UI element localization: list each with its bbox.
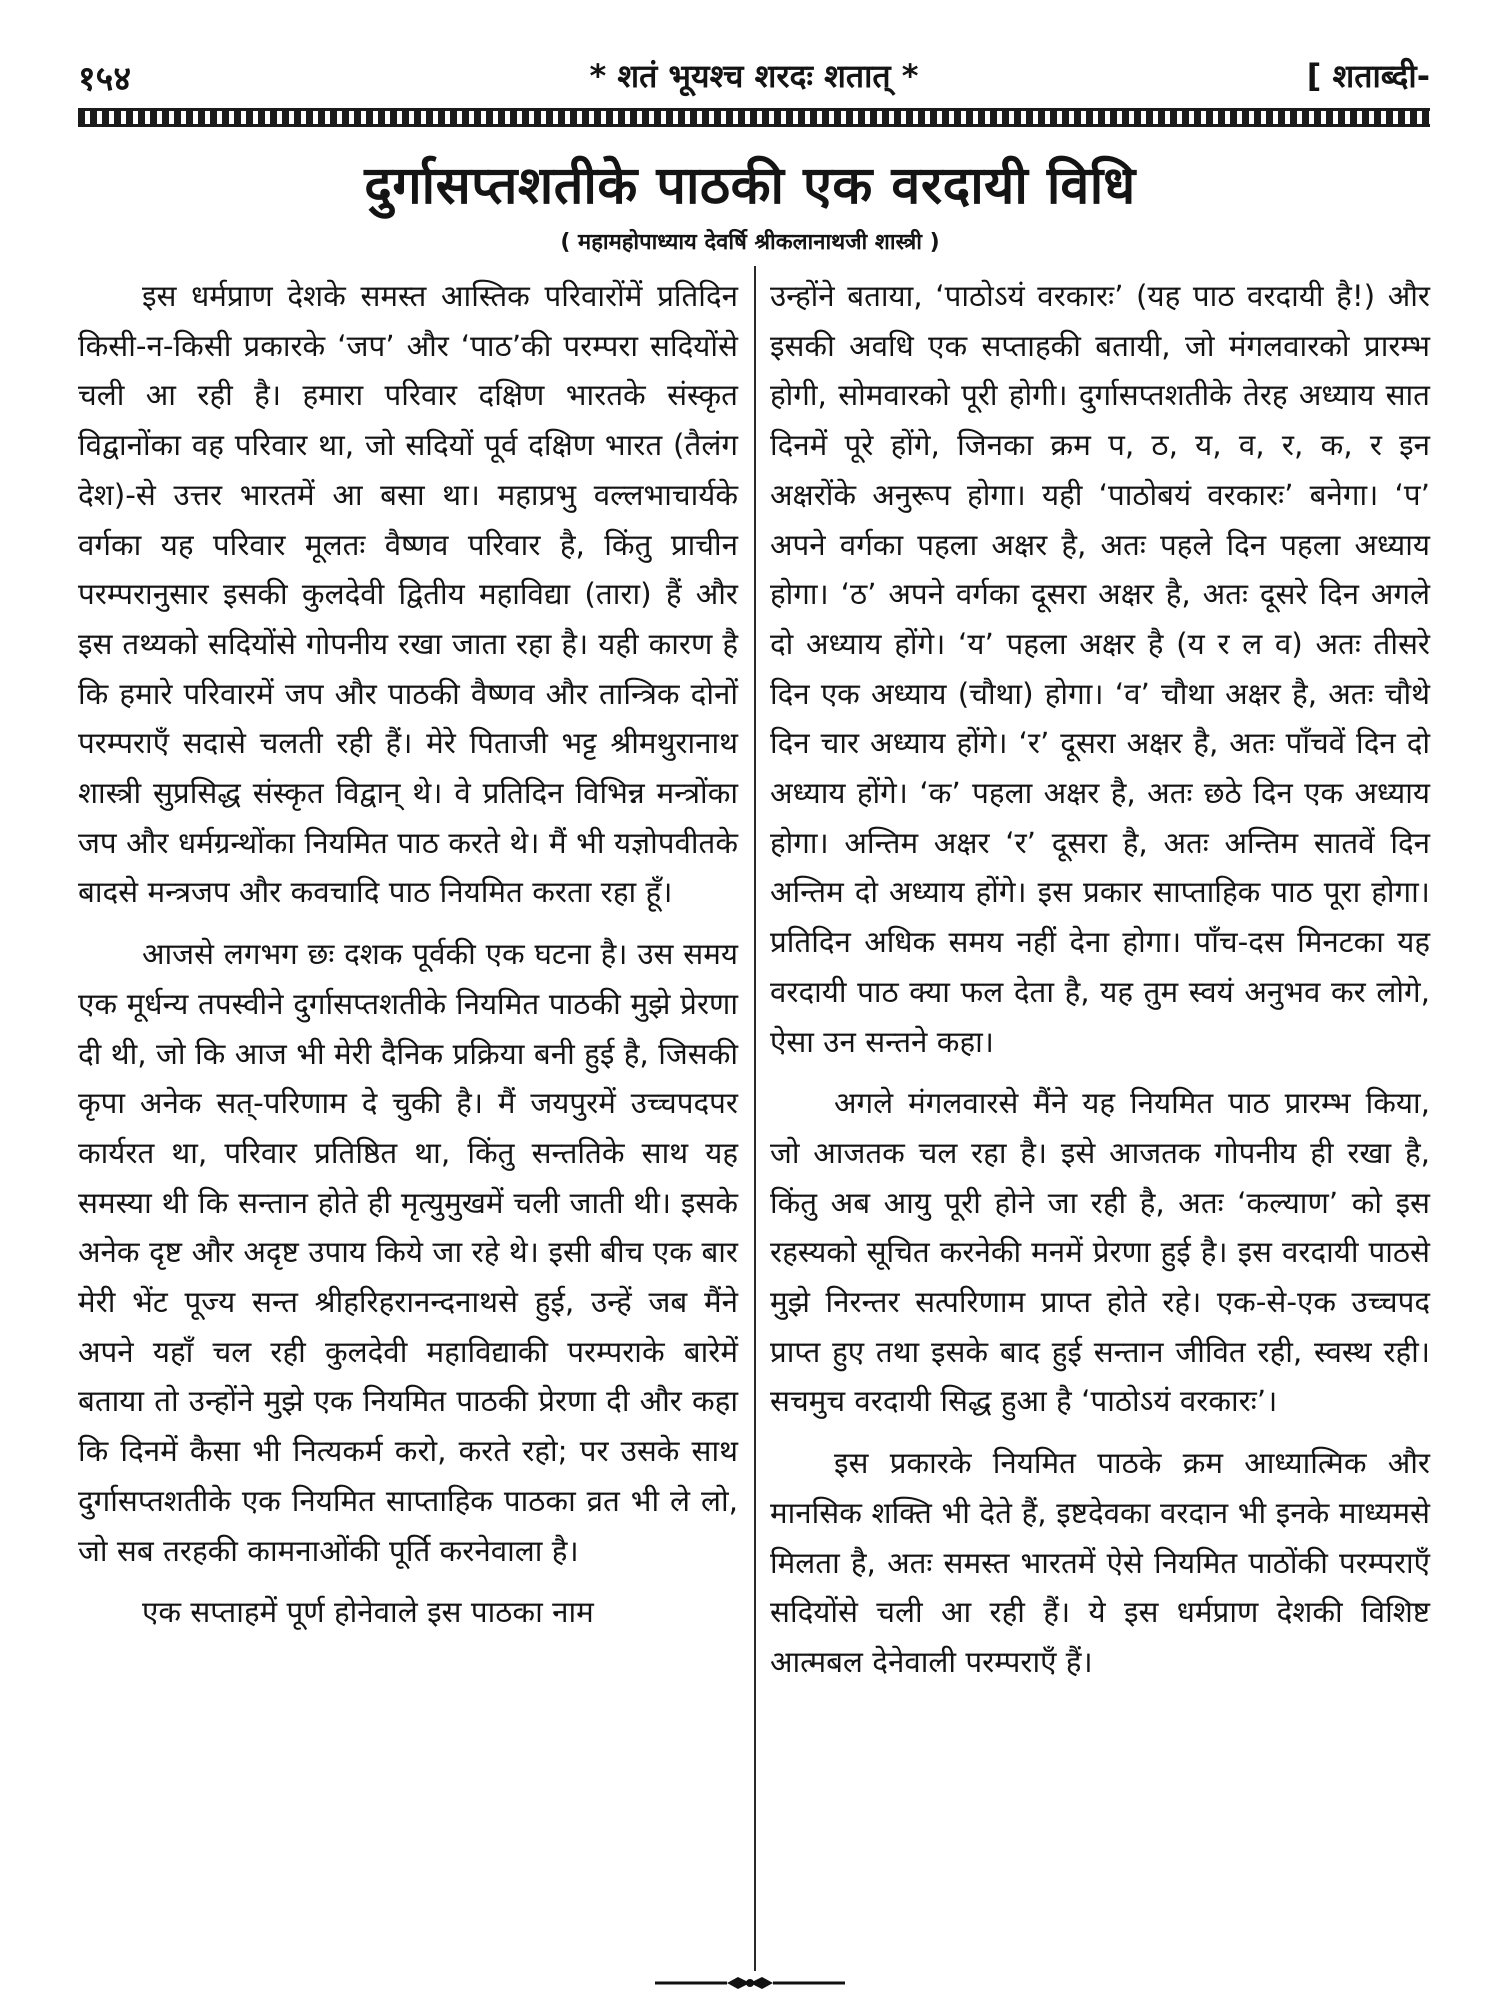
paragraph: अगले मंगलवारसे मैंने यह नियमित पाठ प्रारम्भ किया, जो आजतक चल रहा है। इसे आजतक गोपनीय ही रखा है, किंतु अब आयु पूरी होने जा रही है, अतः ‘कल्याण’ को इस रहस्यको सूचित करनेकी मनमें प्रेरणा हुई है। इस वरदायी पाठसे मुझे निरन्तर सत्परिणाम प्राप्त होते रहे। एक-से-एक उच्चपद प्राप्त हुए तथा इसके बाद हुई सन्तान जीवित रही, स्वस्थ रही। सचमुच वरदायी सिद्ध हुआ है ‘पाठोऽयं वरकारः’। (770, 1086, 1430, 1419)
paragraph: उन्होंने बताया, ‘पाठोऽयं वरकारः’ (यह पाठ वरदायी है!) और इसकी अवधि एक सप्ताहकी बतायी, जो मंगलवारको प्रारम्भ होगी, सोमवारको पूरी होगी। दुर्गासप्तशतीके तेरह अध्याय सात दिनमें पूरे होंगे, जिनका क्रम प, ठ, य, व, र, क, र इन अक्षरोंके अनुरूप होगा। यही ‘पाठोबयं वरकारः’ बनेगा। ‘प’ अपने वर्गका पहला अक्षर है, अतः पहले दिन पहला अध्याय होगा। ‘ठ’ अपने वर्गका दूसरा अक्षर है, अतः दूसरे दिन अगले दो अध्याय होंगे। ‘य’ पहला अक्षर है (य र ल व) अतः तीसरे दिन एक अध्याय (चौथा) होगा। ‘व’ चौथा अक्षर है, अतः चौथे दिन चार अध्याय होंगे। ‘र’ दूसरा अक्षर है, अतः पाँचवें दिन दो अध्याय होंगे। ‘क’ पहला अक्षर है, अतः छठे दिन एक अध्याय होगा। अन्तिम अक्षर ‘र’ दूसरा है, अतः अन्तिम सातवें दिन अन्तिम दो अध्याय होंगे। इस प्रकार साप्ताहिक पाठ पूरा होगा। प्रतिदिन अधिक समय नहीं देना होगा। पाँच-दस मिनटका यह वरदायी पाठ क्या फल देता है, यह तुम स्वयं अनुभव कर लोगे, ऐसा उन सन्तने कहा। (770, 279, 1430, 1059)
page-header (78, 54, 1430, 98)
end-ornament-icon (655, 1973, 845, 1993)
article-title: दुर्गासप्तशतीके पाठकी एक वरदायी विधि (364, 156, 1136, 216)
running-title: * शतं भूयश्च शरदः शतात् * (589, 57, 919, 95)
right-column (770, 272, 1430, 1688)
page-number: १५४ (78, 59, 132, 99)
left-column (78, 272, 738, 1638)
column-divider (754, 266, 756, 1971)
author-byline: ( महामहोपाध्याय देवर्षि श्रीकलानाथजी शास्त्री ) (560, 230, 940, 255)
paragraph: एक सप्ताहमें पूर्ण होनेवाले इस पाठका नाम (142, 1595, 594, 1630)
paragraph: आजसे लगभग छः दशक पूर्वकी एक घटना है। उस समय एक मूर्धन्य तपस्वीने दुर्गासप्तशतीके नियमित पाठकी मुझे प्रेरणा दी थी, जो कि आज भी मेरी दैनिक प्रक्रिया बनी हुई है, जिसकी कृपा अनेक सत्-परिणाम दे चुकी है। मैं जयपुरमें उच्चपदपर कार्यरत था, परिवार प्रतिष्ठित था, किंतु सन्ततिके साथ यह समस्या थी कि सन्तान होते ही मृत्युमुखमें चली जाती थी। इसके अनेक दृष्ट और अदृष्ट उपाय किये जा रहे थे। इसी बीच एक बार मेरी भेंट पूज्य सन्त श्रीहरिहरानन्दनाथसे हुई, उन्हें जब मैंने अपने यहाँ चल रही कुलदेवी महाविद्याकी परम्पराके बारेमें बताया तो उन्होंने मुझे एक नियमित पाठकी प्रेरणा दी और कहा कि दिनमें कैसा भी नित्यकर्म करो, करते रहो; पर उसके साथ दुर्गासप्तशतीके एक नियमित साप्ताहिक पाठका व्रत भी ले लो, जो सब तरहकी कामनाओंकी पूर्ति करनेवाला है। (78, 937, 738, 1568)
paragraph: इस धर्मप्राण देशके समस्त आस्तिक परिवारोंमें प्रतिदिन किसी-न-किसी प्रकारके ‘जप’ और ‘पाठ’की परम्परा सदियोंसे चली आ रही है। हमारा परिवार दक्षिण भारतके संस्कृत विद्वानोंका वह परिवार था, जो सदियों पूर्व दक्षिण भारत (तैलंग देश)-से उत्तर भारतमें आ बसा था। महाप्रभु वल्लभाचार्यके वर्गका यह परिवार मूलतः वैष्णव परिवार है, किंतु प्राचीन परम्परानुसार इसकी कुलदेवी द्वितीय महाविद्या (तारा) हैं और इस तथ्यको सदियोंसे गोपनीय रखा जाता रहा है। यही कारण है कि हमारे परिवारमें जप और पाठकी वैष्णव और तान्त्रिक दोनों परम्पराएँ सदासे चलती रही हैं। मेरे पिताजी भट्ट श्रीमथुरानाथ शास्त्री सुप्रसिद्ध संस्कृत विद्वान् थे। वे प्रतिदिन विभिन्न मन्त्रोंका जप और धर्मग्रन्थोंका नियमित पाठ करते थे। मैं भी यज्ञोपवीतके बादसे मन्त्रजप और कवचादि पाठ नियमित करता रहा हूँ। (78, 279, 738, 910)
paragraph: इस प्रकारके नियमित पाठके क्रम आध्यात्मिक और मानसिक शक्ति भी देते हैं, इष्टदेवका वरदान भी इनके माध्यमसे मिलता है, अतः समस्त भारतमें ऐसे नियमित पाठोंकी परम्पराएँ सदियोंसे चली आ रही हैं। ये इस धर्मप्राण देशकी विशिष्ट आत्मबल देनेवाली परम्पराएँ हैं। (770, 1446, 1430, 1679)
header-rule (78, 108, 1430, 127)
section-tag: [ शताब्दी- (1306, 57, 1430, 95)
